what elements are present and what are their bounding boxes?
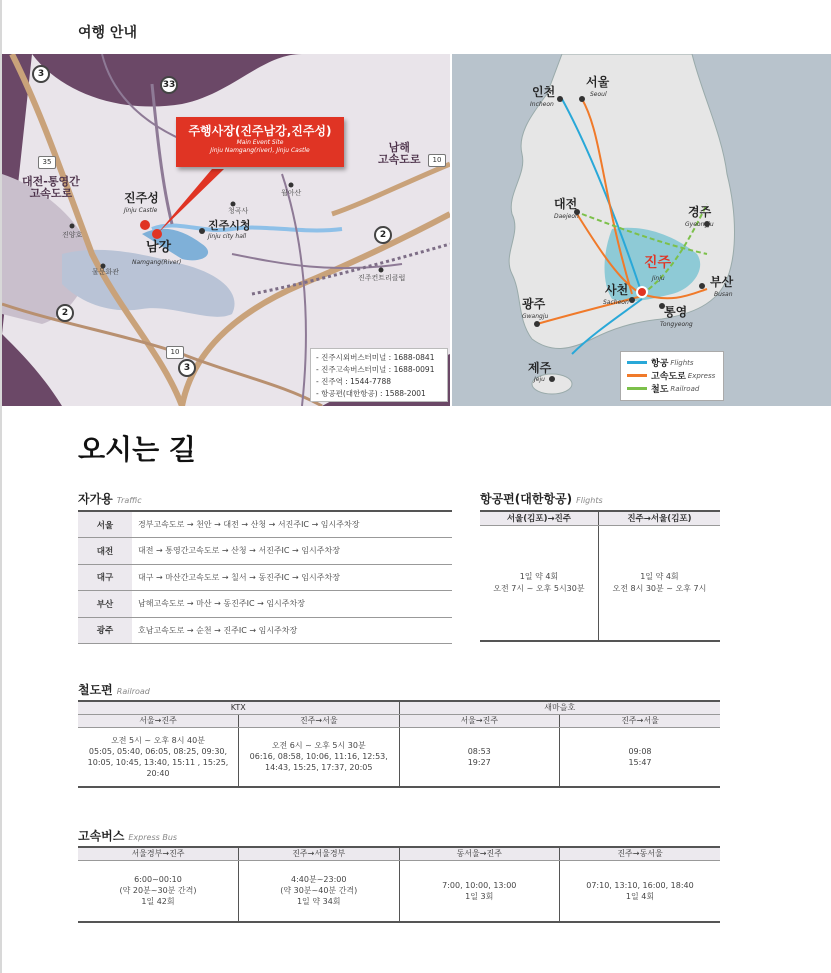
tongyeong-label: 통영 (664, 305, 688, 319)
bus-table (78, 846, 720, 923)
legend-item-flights: 항공 Flights (627, 356, 717, 369)
flight-table (480, 510, 720, 642)
busan-en-label: Busan (714, 291, 733, 298)
table-row (78, 860, 720, 922)
road-label-namhae: 남해 고속도로 (378, 141, 421, 167)
bus-cell: 7:00, 10:00, 13:00 1일 3회 (399, 860, 560, 922)
cityhall-en-label: Jinju city hall (208, 233, 247, 240)
flight-cell: 1일 약 4회 오전 8시 30분 ~ 오후 7시 (598, 525, 720, 641)
bus-section-title: 고속버스 Express Bus (78, 829, 178, 843)
jinjuseong-label: 진주성 (124, 191, 159, 205)
road-label-tongyeong: 대전-통영간 고속도로 (22, 175, 80, 201)
place-cheongnyeong: 청곡사 (228, 207, 249, 215)
main-event-callout (176, 117, 344, 167)
route-3-shield: 3 (32, 65, 50, 83)
place-wolasan: 월아산 (281, 189, 302, 197)
gwangju-label: 광주 (522, 297, 546, 311)
route-legend (620, 351, 724, 401)
expressway-35-sign: 35 (38, 156, 56, 169)
legend-item-railroad: 철도 Railroad (627, 382, 717, 395)
table-row: 부산 남해고속도로 → 마산 → 동진주IC → 임시주차장 (78, 591, 452, 618)
local-map (2, 54, 450, 406)
jinju-label: 진주 (644, 255, 672, 271)
incheon-label: 인천 (532, 85, 556, 99)
table-row: 대구 대구 → 마산간고속도로 → 칠서 → 동진주IC → 임시주차장 (78, 564, 452, 591)
railroad-line-swatch (627, 387, 647, 390)
place-gimnamho: 진양호 (62, 231, 83, 239)
table-header-row: 서울→진주 진주→서울 서울→진주 진주→서울 (78, 714, 720, 727)
table-row (480, 525, 720, 641)
air-section-title: 항공편(대한항공) Flights (480, 492, 603, 506)
route-3-shield-south: 3 (178, 359, 196, 377)
phone-line: - 항공편(대한항공) : 1588-2001 (316, 389, 426, 398)
tongyeong-en-label: Tongyeong (660, 321, 693, 328)
table-header-row: 서울(김포)→진주 진주→서울(김포) (480, 511, 720, 525)
rail-section-title: 철도편 Railroad (78, 683, 150, 697)
table-row: 서울 경부고속도로 → 천안 → 대전 → 산청 → 서진주IC → 임시주차장 (78, 511, 452, 538)
rail-cell: 오전 6시 ~ 오후 5시 30분 06:16, 08:58, 10:06, 11:16, 12:53, 14:43, 15:25, 17:37, 20:05 (239, 727, 400, 787)
car-section-title: 자가용 Traffic (78, 492, 142, 506)
route-33-shield: 33 (160, 76, 178, 94)
rail-cell: 09:08 15:47 (560, 727, 721, 787)
gyeongju-en-label: Gyeongju (685, 221, 714, 228)
page-title: 오시는 길 (78, 433, 196, 466)
event-title: 주행사장(진주남강,진주성) (188, 124, 332, 138)
jeju-label: 제주 (528, 361, 552, 375)
express-line-swatch (627, 374, 647, 377)
table-row: 대전 대전 → 통영간고속도로 → 산청 → 서진주IC → 임시주차장 (78, 538, 452, 565)
incheon-en-label: Incheon (530, 101, 554, 108)
table-group-row: KTX 새마을호 (78, 701, 720, 714)
route-2-shield-west: 2 (56, 304, 74, 322)
namgang-label: 남강 (146, 240, 172, 255)
cityhall-label: 진주시청 (208, 219, 251, 232)
gyeongju-label: 경주 (688, 205, 712, 219)
phone-line: - 진주시외버스터미널 : 1688-0841 (316, 353, 435, 362)
flight-cell: 1일 약 4회 오전 7시 ~ 오후 5시30분 (480, 525, 598, 641)
car-route-table (78, 510, 452, 644)
seoul-label: 서울 (586, 75, 610, 89)
jinjuseong-en-label: Jinju Castle (124, 207, 158, 214)
place-museum: 물문화관 (92, 268, 120, 276)
bus-cell: 6:00~00:10 (약 20분~30분 간격) 1일 42회 (78, 860, 239, 922)
bus-cell: 4:40분~23:00 (약 30분~40분 간격) 1일 약 34회 (239, 860, 400, 922)
expressway-10-sign-south: 10 (166, 346, 184, 359)
sacheon-en-label: Sacheon (603, 299, 629, 306)
jinjuseong-marker (140, 220, 150, 230)
event-sub-1: Main Event Site (236, 139, 284, 146)
gwangju-en-label: Gwangju (522, 313, 549, 320)
table-row: 광주 호남고속도로 → 순천 → 진주IC → 임시주차장 (78, 617, 452, 644)
jeju-en-label: Jeju (534, 376, 545, 383)
table-header-row: 서울경부→진주 진주→서울경부 동서울→진주 진주→동서울 (78, 847, 720, 860)
route-2-shield-east: 2 (374, 226, 392, 244)
busan-label: 부산 (710, 275, 734, 289)
table-row (78, 727, 720, 787)
daejeon-label: 대전 (554, 197, 578, 211)
event-sub-2: Jinju Namgang(river), Jinju Castle (210, 147, 310, 154)
expressway-10-sign: 10 (428, 154, 446, 167)
phone-directory (310, 348, 448, 402)
phone-line: - 진주고속버스터미널 : 1688-0091 (316, 365, 435, 374)
flights-line-swatch (627, 361, 647, 364)
bus-cell: 07:10, 13:10, 16:00, 18:40 1일 4회 (560, 860, 721, 922)
rail-cell: 08:53 19:27 (399, 727, 560, 787)
section-title: 여행 안내 (78, 25, 137, 41)
legend-item-express: 고속도로 Express (627, 369, 717, 382)
rail-table (78, 700, 720, 788)
rail-cell: 오전 5시 ~ 오후 8시 40분 05:05, 05:40, 06:05, 08:25, 09:30, 10:05, 10:45, 13:40, 15:11 , 15:25, 20:40 (78, 727, 239, 787)
seoul-en-label: Seoul (590, 91, 607, 98)
place-country-club: 진주컨트리클럽 (358, 274, 406, 282)
sacheon-label: 사천 (605, 283, 629, 297)
daejeon-en-label: Daejeon (554, 213, 579, 220)
phone-line: - 진주역 : 1544-7788 (316, 377, 392, 386)
jinju-en-label: Jinju (652, 275, 665, 282)
namgang-en-label: Namgang(River) (132, 259, 182, 266)
